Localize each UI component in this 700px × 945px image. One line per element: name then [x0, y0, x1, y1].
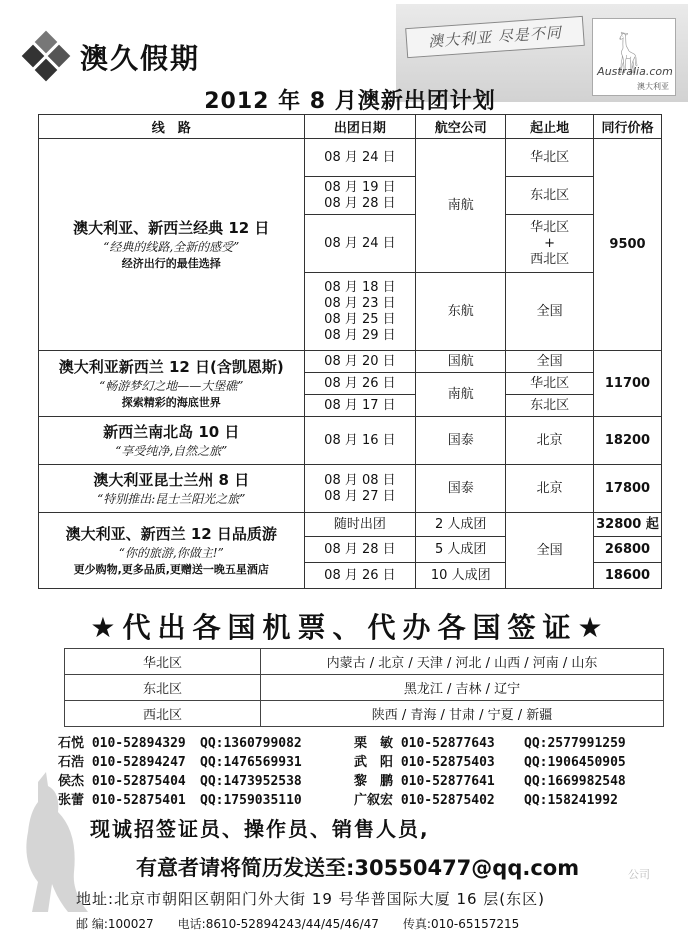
- date-cell: 08 月 17 日: [304, 395, 416, 417]
- header-date: 出团日期: [304, 115, 416, 139]
- route-slogan: “经典的线路,全新的感受”: [103, 239, 240, 254]
- airline-cell: 国泰: [416, 417, 506, 465]
- origin-cell: 全国: [506, 513, 594, 589]
- date-cell: 08 月 26 日: [304, 373, 416, 395]
- aus-logo-en: Australia.com: [597, 65, 673, 78]
- kangaroo-logo-icon: 𓃱: [617, 36, 639, 74]
- banner-slogan: 澳大利亚 尽是不同: [405, 16, 585, 58]
- region-provinces: 黑龙江 / 吉林 / 辽宁: [261, 675, 664, 701]
- contact-phone: 张蕾 010-52875401: [58, 793, 186, 808]
- price-cell: 26800: [594, 537, 662, 563]
- route-name: 澳大利亚、新西兰 12 日品质游: [65, 524, 277, 543]
- route-slogan: “畅游梦幻之地——大堡礁”: [99, 378, 244, 393]
- route-name: 澳大利亚新西兰 12 日(含凯恩斯): [58, 357, 284, 376]
- price-cell: 32800 起: [594, 513, 662, 537]
- airline-cell: 国泰: [416, 465, 506, 513]
- group-size-cell: 2 人成团: [416, 513, 506, 537]
- logo-text: 澳久假期: [80, 42, 201, 75]
- service-banner: ★代出各国机票、代办各国签证★: [90, 611, 610, 644]
- page-title: 2012 年 8 月澳新出团计划: [204, 89, 496, 114]
- date-cell: 08 月 16 日: [304, 417, 416, 465]
- table-row: [39, 351, 662, 373]
- header-origin: 起止地: [506, 115, 594, 139]
- group-size-cell: 5 人成团: [416, 537, 506, 563]
- header-price: 同行价格: [594, 115, 662, 139]
- fax-number: 传真:010-65157215: [402, 917, 520, 931]
- table-row: [39, 139, 662, 177]
- airline-cell: 南航: [416, 373, 506, 417]
- route-subtitle: 经济出行的最佳选择: [121, 256, 221, 270]
- route-cell: [39, 139, 305, 351]
- region-name: 东北区: [65, 675, 261, 701]
- contact-qq: QQ:1669982548: [524, 774, 626, 789]
- route-name: 澳大利亚、新西兰经典 12 日: [73, 218, 270, 237]
- group-size-cell: 10 人成团: [416, 563, 506, 589]
- contact-qq: QQ:1360799082: [200, 736, 302, 751]
- route-cell: [39, 465, 305, 513]
- date-cell: 08 月 19 日 08 月 28 日: [304, 177, 416, 215]
- airline-cell: 东航: [416, 273, 506, 351]
- price-cell: 18200: [594, 417, 662, 465]
- table-row: [39, 417, 662, 465]
- contact-qq: QQ:158241992: [524, 793, 618, 808]
- route-cell: [39, 351, 305, 417]
- contact-phone: 武 阳 010-52875403: [354, 755, 495, 770]
- date-cell: 08 月 20 日: [304, 351, 416, 373]
- origin-cell: 东北区: [506, 395, 594, 417]
- aus-logo-cn: 澳大利亚: [637, 82, 669, 91]
- region-provinces: 陕西 / 青海 / 甘肃 / 宁夏 / 新疆: [261, 701, 664, 727]
- date-cell: 随时出团: [304, 513, 416, 537]
- table-header-row: [39, 115, 662, 139]
- date-cell: 08 月 18 日 08 月 23 日 08 月 25 日 08 月 29 日: [304, 273, 416, 351]
- regions-table: [64, 648, 664, 727]
- contact-list: [58, 734, 658, 810]
- route-slogan: “享受纯净,自然之旅”: [115, 443, 228, 458]
- phone-numbers: 电话:8610-52894243/44/45/46/47: [177, 917, 379, 931]
- date-cell: 08 月 24 日: [304, 139, 416, 177]
- route-cell: [39, 513, 305, 589]
- tour-schedule-table: [38, 114, 662, 589]
- contact-qq: QQ:2577991259: [524, 736, 626, 751]
- table-row: [39, 513, 662, 537]
- price-cell: 9500: [594, 139, 662, 351]
- origin-cell: 华北区 + 西北区: [506, 215, 594, 273]
- table-row: [65, 701, 664, 727]
- contact-qq: QQ:1473952538: [200, 774, 302, 789]
- route-name: 澳大利亚昆士兰州 8 日: [93, 470, 250, 489]
- region-name: 华北区: [65, 649, 261, 675]
- company-logo: [20, 32, 200, 82]
- contact-phone: 黎 鹏 010-52877641: [354, 774, 495, 789]
- contact-row: [58, 753, 658, 772]
- contact-qq: QQ:1476569931: [200, 755, 302, 770]
- origin-cell: 东北区: [506, 177, 594, 215]
- contact-qq: QQ:1906450905: [524, 755, 626, 770]
- date-cell: 08 月 28 日: [304, 537, 416, 563]
- diamond-logo-icon: [20, 32, 78, 82]
- contact-qq: QQ:1759035110: [200, 793, 302, 808]
- header-airline: 航空公司: [416, 115, 506, 139]
- contact-phone: 石悦 010-52894329: [58, 736, 186, 751]
- region-name: 西北区: [65, 701, 261, 727]
- route-slogan: “你的旅游,你做主!”: [118, 545, 224, 560]
- contact-phone: 侯杰 010-52875404: [58, 774, 186, 789]
- origin-cell: 全国: [506, 351, 594, 373]
- footer-contact-line: [76, 915, 543, 932]
- header-route: 线 路: [39, 115, 305, 139]
- recruit-notice: 现诚招签证员、操作员、销售人员,: [90, 817, 430, 841]
- airline-cell: 南航: [416, 139, 506, 273]
- route-name: 新西兰南北岛 10 日: [103, 422, 240, 441]
- contact-phone: 石浩 010-52894247: [58, 755, 186, 770]
- origin-cell: 华北区: [506, 139, 594, 177]
- date-cell: 08 月 26 日: [304, 563, 416, 589]
- postcode: 邮 编:100027: [76, 917, 154, 931]
- route-subtitle: 探索精彩的海底世界: [121, 395, 221, 409]
- price-cell: 17800: [594, 465, 662, 513]
- company-address: 地址:北京市朝阳区朝阳门外大街 19 号华普国际大厦 16 层(东区): [76, 890, 546, 908]
- origin-cell: 全国: [506, 273, 594, 351]
- airline-cell: 国航: [416, 351, 506, 373]
- date-cell: 08 月 24 日: [304, 215, 416, 273]
- route-slogan: “特别推出:昆士兰阳光之旅”: [97, 491, 246, 506]
- date-cell: 08 月 08 日 08 月 27 日: [304, 465, 416, 513]
- watermark-text: 公司: [628, 868, 650, 881]
- route-cell: [39, 417, 305, 465]
- contact-row: [58, 772, 658, 791]
- table-row: [65, 649, 664, 675]
- origin-cell: 北京: [506, 465, 594, 513]
- contact-row: [58, 791, 658, 810]
- table-row: [39, 465, 662, 513]
- price-cell: 18600: [594, 563, 662, 589]
- table-row: [65, 675, 664, 701]
- contact-phone: 栗 敏 010-52877643: [354, 736, 495, 751]
- origin-cell: 北京: [506, 417, 594, 465]
- route-subtitle: 更少购物,更多品质,更赠送一晚五星酒店: [73, 562, 269, 576]
- resume-email: 有意者请将简历发送至:30550477@qq.com: [136, 856, 580, 880]
- contact-row: [58, 734, 658, 753]
- contact-phone: 广叙宏 010-52875402: [354, 793, 495, 808]
- price-cell: 11700: [594, 351, 662, 417]
- origin-cell: 华北区: [506, 373, 594, 395]
- region-provinces: 内蒙古 / 北京 / 天津 / 河北 / 山西 / 河南 / 山东: [261, 649, 664, 675]
